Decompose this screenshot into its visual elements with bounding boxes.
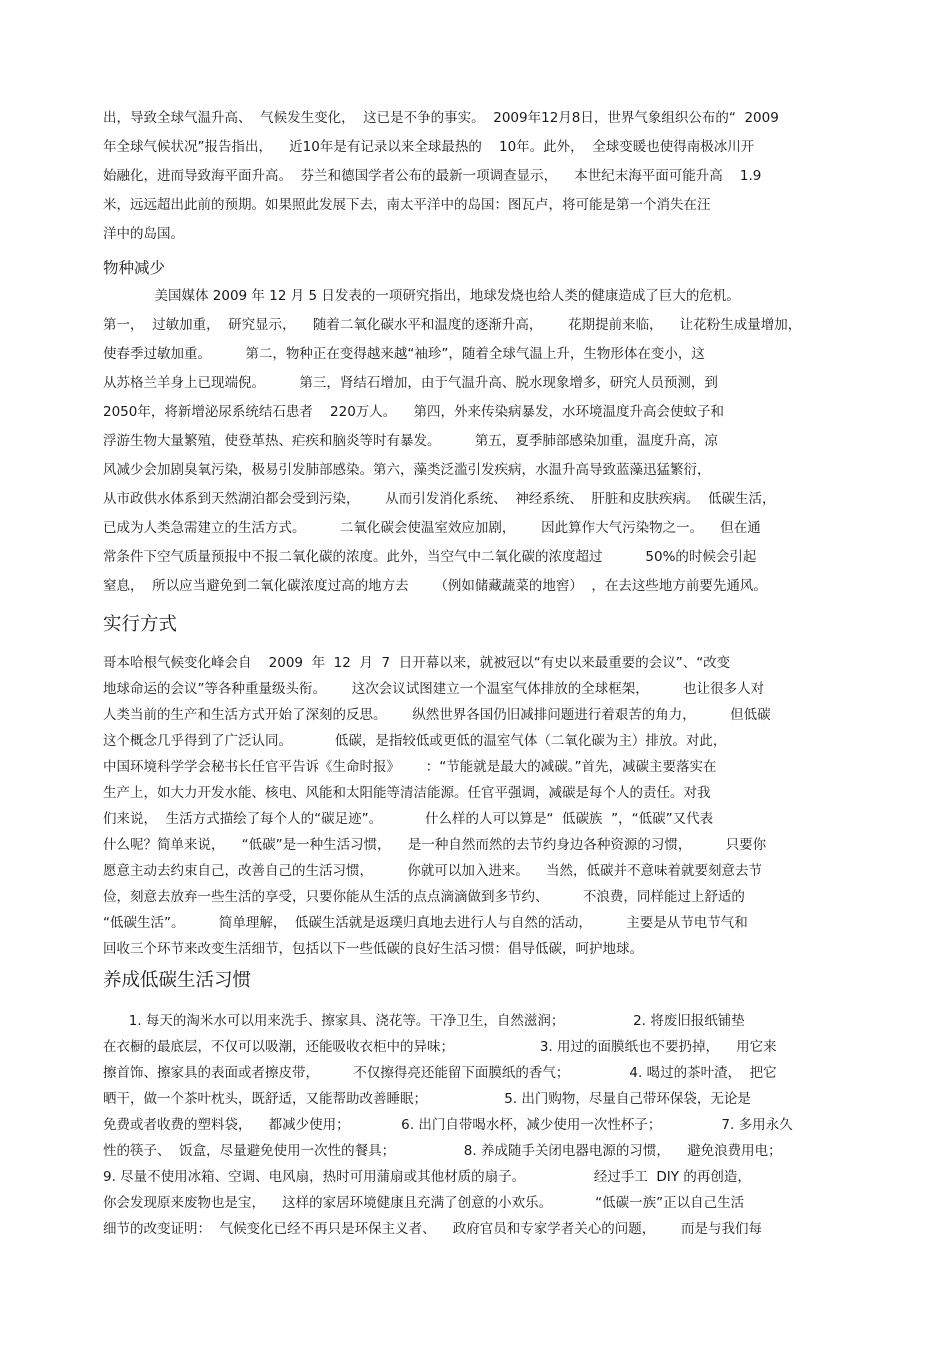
paragraph-line: 第一， 过敏加重， 研究显示， 随着二氧化碳水平和温度的逐渐升高， 花期提前来临， 让花粉生成量增加， [103,317,802,333]
paragraph-line: 常条件下空气质量预报中不报二氧化碳的浓度。此外，当空气中二氧化碳的浓度超过 50%的时候会引起 [103,549,757,565]
paragraph-line: 愿意主动去约束自己，改善自己的生活习惯， 你就可以加入进来。 当然，低碳并不意味着就要刻意去节 [103,863,762,879]
paragraph-line: 始融化，进而导致海平面升高。 芬兰和德国学者公布的最新一项调查显示， 本世纪末海平面可能升高 1.9 [103,168,762,184]
paragraph-line: 们来说， 生活方式描绘了每个人的“碳足迹”。 什么样的人可以算是“ 低碳族 ”，“低碳”又代表 [103,811,714,827]
paragraph-line: 窒息， 所以应当避免到二氧化碳浓度过高的地方去 （例如储藏蔬菜的地窖） ，在去这些地方前要先通风。 [103,578,767,594]
section-heading: 实行方式 [103,614,178,635]
paragraph-line: 使春季过敏加重。 第二，物种正在变得越来越“袖珍”，随着全球气温上升，生物形体在变小，这 [103,346,705,362]
paragraph-line: 俭，刻意去放弃一些生活的享受，只要你能从生活的点点滴滴做到多节约、 不浪费，同样能过上舒适的 [103,889,745,905]
paragraph-line: 美国媒体 2009 年 12 月 5 日发表的一项研究指出，地球发烧也给人类的健康造成了巨大的危机。 [103,288,740,304]
section-heading: 养成低碳生活习惯 [103,970,252,991]
paragraph-line: 免费或者收费的塑料袋， 都减少使用； 6. 出门自带喝水杯，减少使用一次性杯子； 7. 多用永久 [103,1117,793,1133]
paragraph-line: 生产上，如大力开发水能、核电、风能和太阳能等清洁能源。任官平强调，减碳是每个人的责任。对我 [103,785,711,801]
section-heading: 物种减少 [103,259,166,277]
paragraph-line: 什么呢？简单来说， “低碳”是一种生活习惯， 是一种自然而然的去节约身边各种资源的习惯， 只要你 [103,837,767,853]
paragraph-line: 2050年，将新增泌尿系统结石患者 220万人。 第四，外来传染病暴发，水环境温度升高会使蚊子和 [103,404,724,420]
paragraph-line: 回收三个环节来改变生活细节，包括以下一些低碳的良好生活习惯：倡导低碳，呵护地球。 [103,941,643,957]
paragraph-line: 性的筷子、 饭盒，尽量避免使用一次性的餐具； 8. 养成随手关闭电器电源的习惯， 避免浪费用电； [103,1143,782,1159]
paragraph-line: 地球命运的会议”等各种重量级头衔。 这次会议试图建立一个温室气体排放的全球框架， 也让很多人对 [103,681,765,697]
paragraph-line: 从市政供水体系到天然湖泊都会受到污染， 从而引发消化系统、 神经系统、 肝脏和皮肤疾病。 低碳生活， [103,491,776,507]
paragraph-line: 9. 尽量不使用冰箱、空调、电风扇，热时可用蒲扇或其他材质的扇子。 经过手工 DIY 的再创造， [103,1169,751,1185]
paragraph-line: 出，导致全球气温升高、 气候发生变化， 这已是不争的事实。 2009年12月8日，世界气象组织公布的“ 2009 [103,110,779,126]
paragraph-line: 年全球气候状况”报告指出， 近10年是有记录以来全球最热的 10年。此外， 全球变暖也使得南极冰川开 [103,139,755,155]
paragraph-line: 洋中的岛国。 [103,226,184,242]
paragraph-line: 人类当前的生产和生活方式开始了深刻的反思。 纵然世界各国仍旧减排问题进行着艰苦的角力， 但低碳 [103,707,771,723]
paragraph-line: 细节的改变证明： 气候变化已经不再只是环保主义者、 政府官员和专家学者关心的问题， 而是与我们每 [103,1221,762,1237]
paragraph-line: 你会发现原来废物也是宝， 这样的家居环境健康且充满了创意的小欢乐。 “低碳一族”正以自己生活 [103,1195,745,1211]
paragraph-line: 晒干，做一个茶叶枕头，既舒适，又能帮助改善睡眠； 5. 出门购物，尽量自己带环保袋，无论是 [103,1091,751,1107]
paragraph-line: 这个概念几乎得到了广泛认同。 低碳，是指较低或更低的温室气体（二氧化碳为主）排放。对此， [103,733,727,749]
paragraph-line: 哥本哈根气候变化峰会自 2009 年 12 月 7 日开幕以来，就被冠以“有史以来最重要的会议”、“改变 [103,655,731,671]
paragraph-line: 从苏格兰羊身上已现端倪。 第三，肾结石增加，由于气温升高、脱水现象增多，研究人员预测，到 [103,375,718,391]
paragraph-line: 1. 每天的淘米水可以用来洗手、擦家具、浇花等。干净卫生，自然滋润； 2. 将废旧报纸铺垫 [103,1013,745,1029]
paragraph-line: 浮游生物大量繁殖，使登革热、疟疾和脑炎等时有暴发。 第五，夏季肺部感染加重，温度升高，凉 [103,433,718,449]
paragraph-line: 已成为人类急需建立的生活方式。 二氧化碳会使温室效应加剧， 因此算作大气污染物之一。 但在通 [103,520,761,536]
paragraph-line: “低碳生活”。 简单理解， 低碳生活就是返璞归真地去进行人与自然的活动， 主要是从节电节气和 [103,915,748,931]
paragraph-line: 风减少会加剧臭氧污染，极易引发肺部感染。第六，藻类泛滥引发疾病，水温升高导致蓝藻迅猛繁衍， [103,462,711,478]
paragraph-line: 擦首饰、擦家具的表面或者擦皮带， 不仅擦得亮还能留下面膜纸的香气； 4. 喝过的茶叶渣， 把它 [103,1065,777,1081]
paragraph-line: 中国环境科学学会秘书长任官平告诉《生命时报》 ：“节能就是最大的减碳。”首先，减碳主要落实在 [103,759,717,775]
paragraph-line: 在衣橱的最底层，不仅可以吸潮，还能吸收衣柜中的异味； 3. 用过的面膜纸也不要扔掉， 用它来 [103,1039,777,1055]
paragraph-line: 米，远远超出此前的预期。如果照此发展下去，南太平洋中的岛国：图瓦卢，将可能是第一个消失在汪 [103,197,711,213]
